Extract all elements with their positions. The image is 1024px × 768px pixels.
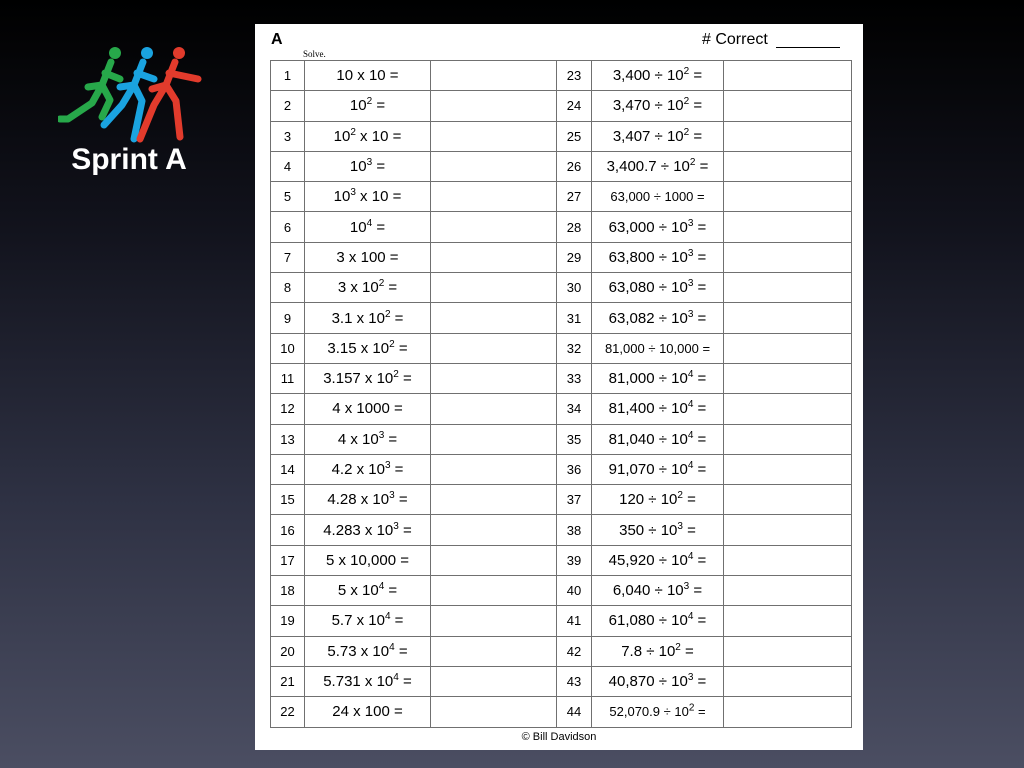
answer-cell[interactable] [431, 515, 557, 545]
expression-tail: = [693, 279, 707, 297]
exponent: 4 [393, 672, 399, 684]
exponent: 3 [677, 520, 683, 532]
problem-expression [592, 61, 724, 91]
problem-number: 8 [271, 273, 305, 303]
answer-cell[interactable] [431, 697, 557, 727]
exponent: 3 [683, 581, 690, 593]
problem-number: 19 [271, 606, 305, 636]
answer-cell[interactable] [724, 697, 852, 727]
answer-cell[interactable] [431, 273, 557, 303]
expression-base: 61,080 ÷ 10 [608, 612, 688, 630]
exponent: 4 [384, 611, 391, 623]
problem-expression [592, 182, 724, 212]
answer-cell[interactable] [724, 91, 852, 121]
runners-logo-icon [58, 45, 203, 145]
exponent: 3 [687, 278, 694, 290]
answer-cell[interactable] [724, 485, 852, 515]
answer-cell[interactable] [431, 91, 557, 121]
problem-number: 6 [271, 212, 305, 242]
exponent: 3 [687, 247, 694, 259]
answer-cell[interactable] [431, 576, 557, 606]
expression-tail: = [695, 158, 709, 176]
answer-cell[interactable] [431, 606, 557, 636]
expression-base: 4.28 x 10 [327, 491, 390, 509]
problem-expression [305, 545, 431, 575]
expression-tail: = [384, 279, 398, 297]
exponent: 2 [350, 126, 356, 138]
exponent: 2 [683, 126, 690, 138]
problem-expression [592, 545, 724, 575]
problem-number: 16 [271, 515, 305, 545]
table-row [271, 212, 852, 242]
expression-tail: = [384, 582, 398, 600]
problem-number: 30 [557, 273, 592, 303]
problem-expression [305, 454, 431, 484]
problem-number: 13 [271, 424, 305, 454]
exponent: 4 [366, 217, 373, 229]
answer-cell[interactable] [724, 454, 852, 484]
table-row [271, 576, 852, 606]
problem-expression [305, 61, 431, 91]
expression-base: 3.1 x 10 [331, 309, 385, 327]
expression-base: 52,070.9 ÷ 10 [609, 704, 689, 720]
problem-expression [592, 666, 724, 696]
copyright-footer: © Bill Davidson [521, 731, 597, 743]
expression-base: 3,400 ÷ 10 [612, 67, 684, 85]
exponent: 2 [677, 490, 683, 502]
expression-tail: = [694, 704, 706, 720]
problem-expression [592, 394, 724, 424]
exponent: 2 [389, 338, 395, 350]
problem-number: 9 [271, 303, 305, 333]
problem-expression [305, 485, 431, 515]
table-row [271, 182, 852, 212]
expression-base: 81,000 ÷ 10,000 = [604, 340, 711, 356]
expression-tail: = [693, 218, 707, 236]
problem-number: 14 [271, 454, 305, 484]
problem-expression [305, 363, 431, 393]
problem-expression [592, 636, 724, 666]
problem-number: 41 [557, 606, 592, 636]
expression-tail: = [390, 309, 404, 327]
expression-base: 4.2 x 10 [331, 461, 385, 478]
table-row [271, 363, 852, 393]
problem-number: 10 [271, 333, 305, 363]
problem-expression [592, 151, 724, 181]
answer-cell[interactable] [431, 182, 557, 212]
problem-number: 35 [557, 424, 592, 454]
expression-tail: = [372, 218, 386, 236]
worksheet [255, 24, 863, 750]
table-row [271, 61, 852, 91]
problem-expression [305, 121, 431, 151]
answer-cell[interactable] [724, 303, 852, 333]
table-row [271, 121, 852, 151]
exponent: 4 [687, 550, 694, 562]
answer-cell[interactable] [724, 363, 852, 393]
problem-expression [305, 242, 431, 272]
exponent: 4 [687, 369, 694, 381]
problem-number: 25 [557, 121, 592, 151]
problem-expression [592, 606, 724, 636]
expression-base: 45,920 ÷ 10 [608, 551, 688, 569]
problem-expression [305, 424, 431, 454]
exponent: 3 [687, 308, 694, 320]
expression-base: 63,082 ÷ 10 [608, 309, 688, 327]
table-row [271, 636, 852, 666]
exponent: 4 [687, 460, 694, 471]
answer-cell[interactable] [431, 121, 557, 151]
problem-expression [305, 151, 431, 181]
problem-number: 17 [271, 545, 305, 575]
problem-number: 31 [557, 303, 592, 333]
answer-cell[interactable] [431, 454, 557, 484]
table-row [271, 545, 852, 575]
problem-expression [592, 454, 724, 484]
table-row [271, 485, 852, 515]
exponent: 4 [378, 581, 385, 593]
problem-number: 21 [271, 666, 305, 696]
problem-number: 40 [557, 576, 592, 606]
expression-base: 63,800 ÷ 10 [608, 248, 688, 266]
problem-expression [592, 515, 724, 545]
answer-cell[interactable] [431, 666, 557, 696]
answer-cell[interactable] [431, 333, 557, 363]
exponent: 4 [687, 399, 694, 411]
problem-expression [305, 91, 431, 121]
answer-cell[interactable] [431, 636, 557, 666]
problem-number: 22 [271, 697, 305, 727]
table-row [271, 303, 852, 333]
table-row [271, 454, 852, 484]
answer-cell[interactable] [431, 363, 557, 393]
expression-tail: = [693, 551, 707, 569]
expression-base: 3 x 100 = [336, 248, 399, 266]
table-row [271, 424, 852, 454]
problem-number: 15 [271, 485, 305, 515]
expression-base: 10 [349, 158, 367, 176]
problem-number: 37 [557, 485, 592, 515]
expression-base: 5 x 10,000 = [326, 551, 409, 569]
table-row [271, 394, 852, 424]
table-row [271, 697, 852, 727]
problem-number: 18 [271, 576, 305, 606]
problem-number: 11 [271, 363, 305, 393]
expression-base: 81,000 ÷ 10 [608, 370, 688, 388]
expression-tail: = [384, 430, 398, 448]
expression-tail: = [689, 97, 703, 115]
answer-cell[interactable] [431, 545, 557, 575]
answer-cell[interactable] [431, 303, 557, 333]
exponent: 2 [689, 157, 696, 169]
exponent: 2 [366, 96, 373, 108]
answer-cell[interactable] [724, 333, 852, 363]
expression-tail: = [693, 461, 707, 478]
table-row [271, 273, 852, 303]
problem-number: 12 [271, 394, 305, 424]
problem-number: 26 [557, 151, 592, 181]
answer-cell[interactable] [724, 394, 852, 424]
problem-expression [592, 485, 724, 515]
exponent: 3 [687, 217, 694, 229]
expression-tail: = [693, 309, 707, 327]
sheet-letter: A [271, 31, 283, 48]
problem-number: 39 [557, 545, 592, 575]
expression-tail: = [398, 521, 412, 539]
expression-base: 10 [333, 127, 351, 145]
expression-tail: = [372, 97, 386, 115]
answer-cell[interactable] [431, 151, 557, 181]
expression-tail: = [390, 461, 404, 478]
problem-expression [305, 394, 431, 424]
problem-expression [592, 303, 724, 333]
problem-number: 24 [557, 91, 592, 121]
answer-cell[interactable] [724, 515, 852, 545]
slide-title: Sprint A [71, 143, 187, 176]
problem-expression [305, 697, 431, 727]
correct-label: # Correct [702, 31, 768, 48]
answer-cell[interactable] [724, 636, 852, 666]
correct-answer-line[interactable] [776, 47, 840, 48]
answer-cell[interactable] [724, 424, 852, 454]
expression-base: 3 x 10 [337, 279, 379, 297]
expression-base: 10 [349, 97, 367, 115]
expression-tail: = [693, 430, 707, 448]
answer-cell[interactable] [724, 121, 852, 151]
exponent: 3 [378, 429, 385, 441]
expression-tail: x 10 = [355, 188, 402, 206]
expression-base: 4 x 1000 = [332, 400, 403, 418]
problem-expression [592, 424, 724, 454]
exponent: 4 [687, 429, 694, 441]
exponent: 3 [393, 520, 399, 532]
expression-base: 63,080 ÷ 10 [608, 279, 688, 297]
answer-cell[interactable] [431, 485, 557, 515]
expression-base: 5 x 10 [337, 582, 379, 600]
answer-cell[interactable] [431, 61, 557, 91]
expression-base: 81,400 ÷ 10 [608, 400, 688, 418]
problem-number: 20 [271, 636, 305, 666]
exponent: 3 [350, 187, 356, 199]
expression-tail: = [693, 248, 707, 266]
exponent: 2 [378, 278, 385, 290]
table-row [271, 91, 852, 121]
expression-base: 3.15 x 10 [327, 339, 390, 357]
problem-number: 7 [271, 242, 305, 272]
problems-table [270, 60, 852, 728]
exponent: 3 [389, 490, 395, 502]
problem-expression [305, 606, 431, 636]
expression-tail: x 10 = [355, 127, 402, 145]
problem-number: 36 [557, 454, 592, 484]
expression-tail: = [693, 370, 707, 388]
answer-cell[interactable] [724, 545, 852, 575]
expression-tail: = [693, 400, 707, 418]
expression-base: 24 x 100 = [332, 703, 403, 721]
problem-expression [305, 636, 431, 666]
expression-tail: = [394, 642, 408, 660]
problem-number: 42 [557, 636, 592, 666]
problem-expression [305, 182, 431, 212]
problem-number: 23 [557, 61, 592, 91]
expression-tail: = [394, 339, 408, 357]
problem-number: 2 [271, 91, 305, 121]
answer-cell[interactable] [724, 606, 852, 636]
exponent: 2 [683, 66, 690, 78]
expression-base: 5.7 x 10 [331, 612, 385, 630]
problem-expression [592, 242, 724, 272]
expression-base: 3,400.7 ÷ 10 [606, 158, 690, 176]
expression-base: 40,870 ÷ 10 [608, 673, 688, 691]
problem-expression [305, 303, 431, 333]
expression-tail: = [693, 673, 707, 691]
problem-number: 32 [557, 333, 592, 363]
problem-expression [305, 515, 431, 545]
table-row [271, 242, 852, 272]
problem-expression [592, 576, 724, 606]
problem-number: 5 [271, 182, 305, 212]
answer-cell[interactable] [724, 242, 852, 272]
expression-tail: = [689, 67, 703, 85]
expression-tail: = [394, 491, 408, 509]
expression-tail: = [693, 612, 707, 630]
problem-number: 44 [557, 697, 592, 727]
problem-number: 3 [271, 121, 305, 151]
expression-base: 10 x 10 = [336, 67, 399, 85]
exponent: 3 [366, 157, 373, 169]
problem-expression [592, 121, 724, 151]
problem-number: 33 [557, 363, 592, 393]
expression-base: 81,040 ÷ 10 [608, 430, 688, 448]
expression-base: 7.8 ÷ 10 [621, 642, 676, 660]
answer-cell[interactable] [724, 151, 852, 181]
expression-base: 3,470 ÷ 10 [612, 97, 684, 115]
exponent: 2 [683, 96, 690, 108]
answer-cell[interactable] [724, 61, 852, 91]
problem-number: 38 [557, 515, 592, 545]
problem-number: 28 [557, 212, 592, 242]
expression-base: 5.73 x 10 [327, 642, 390, 660]
expression-base: 120 ÷ 10 [619, 491, 678, 509]
problem-expression [592, 212, 724, 242]
problem-expression [592, 273, 724, 303]
expression-tail: = [689, 582, 703, 600]
problem-expression [305, 333, 431, 363]
answer-cell[interactable] [431, 212, 557, 242]
exponent: 2 [675, 641, 681, 653]
answer-cell[interactable] [431, 394, 557, 424]
problem-number: 29 [557, 242, 592, 272]
problem-expression [592, 91, 724, 121]
expression-base: 3,407 ÷ 10 [612, 127, 684, 145]
expression-base: 91,070 ÷ 10 [608, 461, 688, 478]
answer-cell[interactable] [724, 182, 852, 212]
expression-base: 63,000 ÷ 10 [608, 218, 688, 236]
table-row [271, 515, 852, 545]
exponent: 3 [384, 460, 391, 471]
problem-expression [592, 333, 724, 363]
problem-number: 43 [557, 666, 592, 696]
table-row [271, 666, 852, 696]
answer-cell[interactable] [431, 424, 557, 454]
table-row [271, 151, 852, 181]
table-row [271, 333, 852, 363]
problem-number: 34 [557, 394, 592, 424]
expression-tail: = [682, 491, 696, 509]
expression-tail: = [398, 673, 412, 691]
expression-tail: = [398, 370, 412, 388]
problem-expression [305, 273, 431, 303]
expression-base: 5.731 x 10 [323, 673, 394, 691]
exponent: 4 [389, 641, 395, 653]
expression-tail: = [689, 127, 703, 145]
problem-number: 4 [271, 151, 305, 181]
problem-expression [305, 212, 431, 242]
problem-expression [305, 576, 431, 606]
expression-tail: = [390, 612, 404, 630]
problem-expression [592, 363, 724, 393]
exponent: 3 [687, 672, 694, 684]
problem-number: 27 [557, 182, 592, 212]
expression-base: 4.283 x 10 [323, 521, 394, 539]
expression-base: 10 [333, 188, 351, 206]
answer-cell[interactable] [724, 212, 852, 242]
expression-tail: = [682, 521, 696, 539]
expression-base: 4 x 10 [337, 430, 379, 448]
expression-base: 63,000 ÷ 1000 = [610, 189, 705, 205]
expression-tail: = [680, 642, 694, 660]
exponent: 2 [384, 308, 391, 320]
exponent: 4 [687, 611, 694, 623]
problem-expression [592, 697, 724, 727]
answer-cell[interactable] [724, 666, 852, 696]
expression-base: 10 [349, 218, 367, 236]
expression-tail: = [372, 158, 386, 176]
answer-cell[interactable] [724, 273, 852, 303]
answer-cell[interactable] [724, 576, 852, 606]
expression-base: 3.157 x 10 [323, 370, 394, 388]
table-row [271, 606, 852, 636]
answer-cell[interactable] [431, 242, 557, 272]
problem-expression [305, 666, 431, 696]
expression-base: 6,040 ÷ 10 [612, 582, 684, 600]
problem-number: 1 [271, 61, 305, 91]
sheet-instruction: Solve. [303, 49, 326, 59]
exponent: 2 [688, 703, 695, 715]
expression-base: 350 ÷ 10 [619, 521, 678, 539]
exponent: 2 [393, 369, 399, 381]
